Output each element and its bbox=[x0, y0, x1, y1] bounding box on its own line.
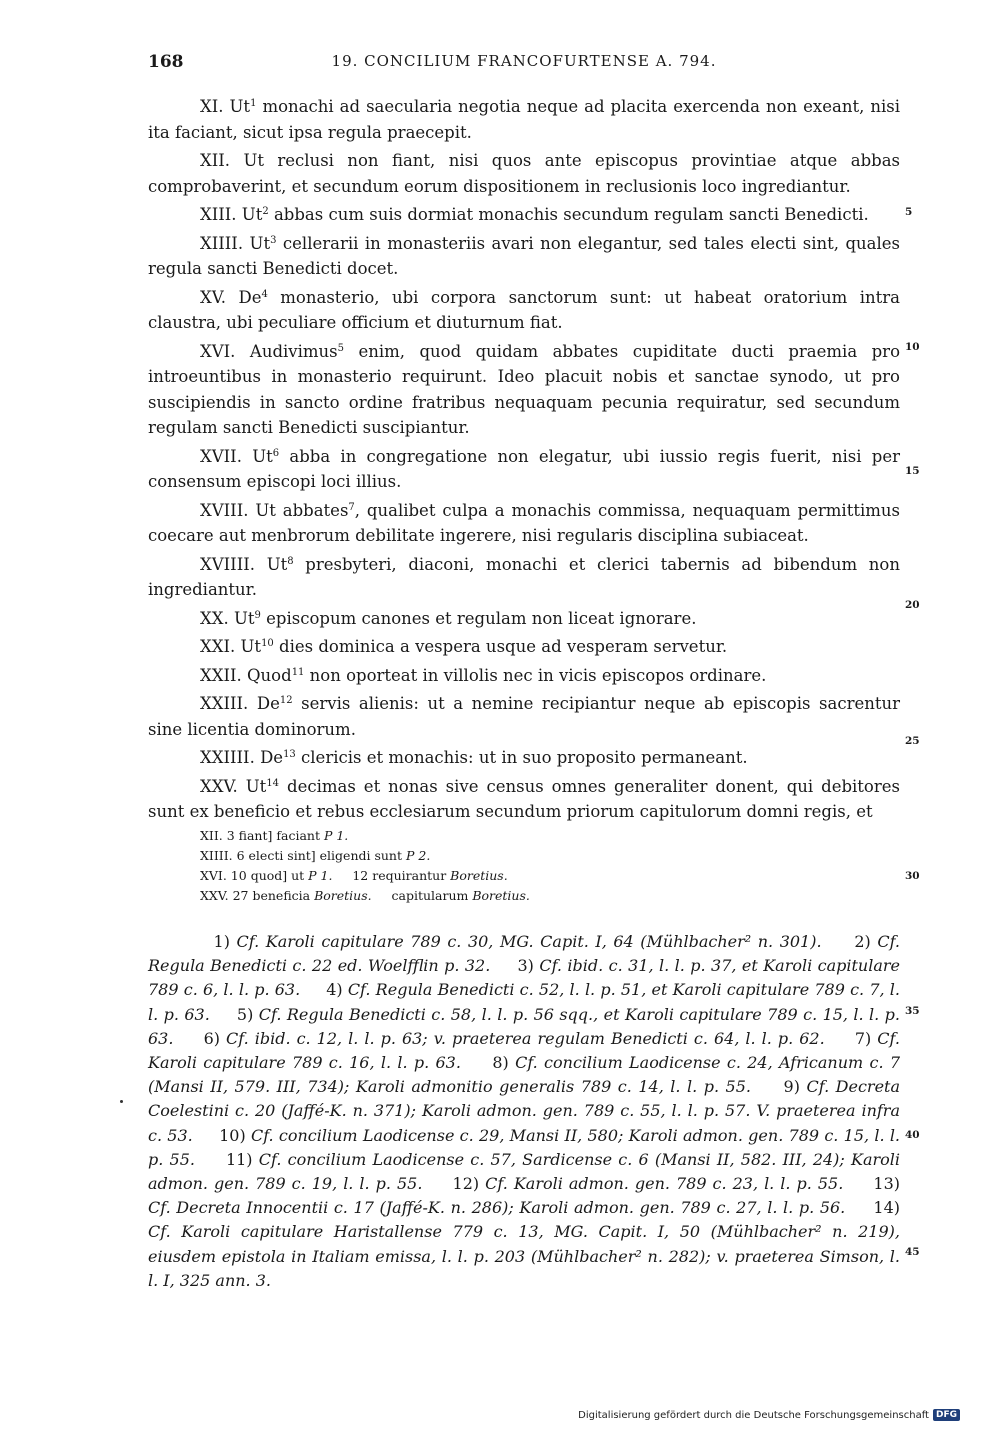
footnote-number: 1) bbox=[213, 932, 230, 951]
paragraph-text: enim, quod quidam abbates cupiditate ducti praemia pro introeuntibus in monasterio requirunt. Ideo placuit nobis et sanctae synodo, ut pro suscipiendis in sancto ordine fratribus nequaquam pecunia requiratur, sed secundum regulam sancti Benedicti suscipiantur. bbox=[148, 341, 901, 437]
footnote-text: Cf. ibid. c. 12, l. l. p. 63; v. praeterea regulam Benedicti c. 64, l. l. p. 62. bbox=[226, 1028, 825, 1048]
footnote-ref: 14 bbox=[266, 777, 280, 789]
page-number: 168 bbox=[148, 52, 184, 72]
paragraph bbox=[148, 606, 900, 632]
line-number: 15 bbox=[905, 465, 920, 477]
paragraph-text: De bbox=[238, 287, 262, 307]
paragraph bbox=[148, 231, 900, 282]
chapter-number: XXII. bbox=[200, 665, 242, 685]
apparatus-entry bbox=[200, 826, 900, 846]
footnote-ref: 4 bbox=[261, 288, 268, 300]
line-number: 45 bbox=[905, 1246, 920, 1258]
footnote-text: Cf. Regula Benedicti c. 58, l. l. p. 56 sqq., et Karoli capitulare 789 c. 15, l. l. p. 63. bbox=[148, 1004, 900, 1048]
chapter-number: XV. bbox=[200, 287, 227, 307]
footnote-text: Cf. concilium Laodicense c. 24, Africanum c. 7 (Mansi II, 579. III, 734); Karoli admonitio generalis 789 c. 14, l. l. p. 55. bbox=[148, 1053, 900, 1097]
footnote-text: Cf. Regula Benedicti c. 22 ed. Woelfflin p. 32. bbox=[148, 932, 901, 976]
chapter-number: XII. bbox=[200, 151, 231, 170]
paragraph bbox=[148, 552, 900, 603]
paragraph-text: De bbox=[256, 694, 280, 713]
footnote-ref: 11 bbox=[291, 666, 305, 678]
paragraph-text: clericis et monachis: ut in suo proposito permaneant. bbox=[295, 748, 748, 767]
line-number: 30 bbox=[905, 870, 920, 882]
paragraph bbox=[148, 745, 900, 771]
apparatus-siglum: Boretius. bbox=[472, 888, 530, 903]
footnote-number: 6) bbox=[203, 1028, 221, 1048]
footnote-text: Cf. Regula Benedicti c. 52, l. l. p. 51, et Karoli capitulare 789 c. 7, l. l. p. 63. bbox=[148, 980, 900, 1024]
footnote bbox=[453, 1174, 844, 1193]
apparatus-text: XVI. 10 quod] ut bbox=[200, 868, 309, 883]
paragraph bbox=[148, 774, 900, 825]
line-number: 40 bbox=[905, 1129, 920, 1141]
apparatus-entry bbox=[200, 866, 900, 886]
footnote-ref: 13 bbox=[283, 749, 296, 760]
footnote-ref: 3 bbox=[270, 234, 277, 246]
paragraph-text: servis alienis: ut a nemine recipiantur neque ab episcopis sacrentur sine licentia dominorum. bbox=[148, 694, 900, 739]
paragraph-text: Ut bbox=[266, 554, 288, 574]
footnote-number: 14) bbox=[873, 1198, 901, 1218]
footnote-ref: 10 bbox=[261, 638, 274, 649]
apparatus-text: XII. 3 fiant] faciant bbox=[200, 828, 324, 843]
running-header bbox=[148, 52, 900, 76]
chapter-number: XXI. bbox=[200, 637, 236, 656]
footnote-number: 12) bbox=[452, 1174, 480, 1194]
dfg-logo: DFG bbox=[933, 1409, 960, 1421]
footnote-text: Cf. Karoli admon. gen. 789 c. 23, l. l. p. 55. bbox=[485, 1174, 844, 1194]
paragraph-text: abba in congregatione non elegatur, ubi iussio regis fuerit, nisi per consensum episcopi loci illius. bbox=[148, 446, 901, 491]
apparatus-text: XIIII. 6 electi sint] eligendi sunt bbox=[200, 848, 406, 863]
paragraph-text: decimas et nonas sive census omnes generaliter donent, qui debitores sunt ex beneficio et rebus ecclesiarum secundum priorum capitulorum domni regis, et bbox=[148, 776, 900, 821]
paragraph bbox=[148, 285, 900, 336]
paragraph-text: Ut abbates bbox=[255, 500, 349, 520]
line-number: 25 bbox=[905, 735, 920, 747]
paragraph-text: Audivimus bbox=[249, 341, 338, 361]
footnote-number: 8) bbox=[492, 1053, 509, 1073]
paragraph-text: Ut bbox=[245, 776, 267, 796]
paragraph-text: Ut reclusi non fiant, nisi quos ante episcopus provintiae atque abbas comprobaverint, et secundum eorum dispositionem in reclusionis loco ingrediantur. bbox=[148, 151, 900, 196]
footnote-ref: 8 bbox=[287, 555, 294, 567]
footnote-number: 3) bbox=[517, 956, 534, 976]
paragraph bbox=[148, 444, 900, 495]
footnote-number: 4) bbox=[326, 980, 343, 1000]
apparatus-siglum: Boretius. bbox=[450, 868, 508, 883]
paragraph bbox=[148, 339, 900, 441]
footnote-text: Cf. Karoli capitulare Haristallense 779 c. 13, MG. Capit. I, 50 (Mühlbacher² n. 219), eiusdem epistola in Italiam emissa, l. l. p. 203 (Mühlbacher² n. 282); v. praeterea Simson, l. l. I, 325 ann. 3. bbox=[148, 1222, 900, 1290]
paragraph-text: cellerarii in monasteriis avari non elegantur, sed tales electi sint, quales regula sancti Benedicti docet. bbox=[148, 233, 901, 278]
line-number: 20 bbox=[905, 599, 920, 611]
chapter-number: XIIII. bbox=[200, 233, 244, 253]
footnote-text: Cf. concilium Laodicense c. 29, Mansi II, 580; Karoli admon. gen. 789 c. 15, l. l. p. 55. bbox=[148, 1125, 901, 1169]
footnote-text: Cf. Decreta Coelestini c. 20 (Jaffé-K. n. 371); Karoli admon. gen. 789 c. 55, l. l. p. 57. V. praeterea infra c. 53. bbox=[148, 1077, 901, 1145]
chapter-number: XXIIII. bbox=[200, 748, 255, 767]
chapter-number: XVI. bbox=[200, 341, 236, 361]
paragraph-text: monachi ad saecularia negotia neque ad placita exercenda non exeant, nisi ita faciant, sicut ipsa regula praecepit. bbox=[148, 97, 900, 142]
footnote-number: 13) bbox=[873, 1174, 901, 1194]
footnote-number: 9) bbox=[783, 1077, 800, 1097]
paragraph-text: Ut bbox=[229, 97, 251, 116]
footnote-ref: 1 bbox=[250, 98, 257, 109]
chapter-number: XX. bbox=[200, 608, 229, 628]
paragraph-text: Ut bbox=[234, 608, 255, 628]
digitization-credit bbox=[578, 1409, 960, 1421]
footnote-ref: 7 bbox=[348, 501, 355, 513]
footnote-text: Cf. Decreta Innocentii c. 17 (Jaffé-K. n. 286); Karoli admon. gen. 789 c. 27, l. l. p. 56. bbox=[148, 1198, 846, 1218]
chapter-number: XVIIII. bbox=[200, 554, 255, 574]
paragraph bbox=[148, 634, 900, 660]
apparatus-siglum: P 1. bbox=[308, 868, 333, 883]
paragraph-text: De bbox=[260, 748, 284, 767]
paragraph-text: abbas cum suis dormiat monachis secundum regulam sancti Benedicti. bbox=[268, 205, 869, 224]
footnote-number: 5) bbox=[236, 1004, 254, 1024]
paragraph-text: Quod bbox=[247, 665, 292, 685]
paragraph-text: Ut bbox=[241, 205, 263, 224]
footnote-text: Cf. concilium Laodicense c. 57, Sardicense c. 6 (Mansi II, 582. III, 24); Karoli admon. gen. 789 c. 19, l. l. p. 55. bbox=[148, 1149, 901, 1194]
apparatus-siglum: P 2. bbox=[405, 848, 431, 863]
paragraph bbox=[148, 202, 900, 228]
paragraph bbox=[148, 691, 900, 742]
paragraph bbox=[148, 94, 900, 145]
apparatus-siglum: P 1. bbox=[323, 828, 349, 843]
stray-mark bbox=[120, 1100, 123, 1103]
paragraph-text: Ut bbox=[240, 637, 262, 656]
paragraph-text: , qualibet culpa a monachis commissa, nequaquam permittimus coecare aut menbrorum debilitate ingerere, nisi regularis disciplina subiaceat. bbox=[148, 500, 900, 545]
chapter-number: XVIII. bbox=[200, 500, 249, 520]
apparatus-text: capitularum bbox=[371, 888, 473, 903]
line-number: 10 bbox=[905, 341, 920, 353]
paragraph-text: Ut bbox=[249, 233, 271, 253]
line-number: 5 bbox=[905, 206, 913, 218]
apparatus-entry bbox=[200, 846, 900, 866]
footnote-ref: 9 bbox=[254, 609, 261, 621]
footnote bbox=[204, 1029, 825, 1048]
apparatus-text: XXV. 27 beneficia bbox=[200, 888, 315, 903]
footnote-number: 7) bbox=[854, 1028, 872, 1048]
footnote bbox=[214, 932, 822, 951]
chapter-number: XXV. bbox=[200, 776, 238, 796]
footnote-number: 11) bbox=[225, 1149, 253, 1169]
chapter-number: XXIII. bbox=[200, 694, 249, 713]
apparatus-entry bbox=[200, 886, 900, 906]
paragraph-text: episcopum canones et regulam non liceat ignorare. bbox=[260, 608, 697, 628]
footnote-text: Cf. Karoli capitulare 789 c. 30, MG. Capit. I, 64 (Mühlbacher² n. 301). bbox=[236, 932, 822, 951]
main-text bbox=[148, 94, 900, 828]
footnote-number: 2) bbox=[854, 932, 871, 951]
paragraph bbox=[148, 663, 900, 689]
paragraph-text: presbyteri, diaconi, monachi et clerici tabernis ad bibendum non ingrediantur. bbox=[148, 554, 900, 599]
line-number: 35 bbox=[905, 1005, 920, 1017]
paragraph-text: non oporteat in villolis nec in vicis episcopos ordinare. bbox=[304, 665, 767, 685]
footnotes bbox=[148, 930, 900, 1293]
chapter-number: XVII. bbox=[200, 446, 242, 466]
footnote-text: Cf. Karoli capitulare 789 c. 16, l. l. p. 63. bbox=[148, 1028, 900, 1073]
apparatus-text: 12 requirantur bbox=[332, 868, 451, 883]
apparatus-siglum: Boretius. bbox=[314, 888, 372, 903]
footnote-ref: 2 bbox=[262, 206, 269, 217]
footnote-text: Cf. ibid. c. 31, l. l. p. 37, et Karoli capitulare 789 c. 6, l. l. p. 63. bbox=[148, 956, 901, 1000]
paragraph-text: dies dominica a vespera usque ad vesperam servetur. bbox=[273, 637, 728, 656]
paragraph bbox=[148, 148, 900, 199]
footnote-ref: 5 bbox=[337, 342, 345, 354]
paragraph-text: monasterio, ubi corpora sanctorum sunt: ut habeat oratorium intra claustra, ubi peculiare officium et diuturnum fiat. bbox=[148, 287, 900, 332]
footnote-ref: 6 bbox=[272, 447, 280, 459]
running-title: 19. CONCILIUM FRANCOFURTENSE A. 794. bbox=[331, 52, 717, 70]
footnote-ref: 12 bbox=[279, 695, 293, 706]
chapter-number: XIII. bbox=[200, 205, 237, 224]
paragraph bbox=[148, 498, 900, 549]
critical-apparatus bbox=[200, 826, 900, 906]
chapter-number: XI. bbox=[200, 97, 224, 116]
paragraph-text: Ut bbox=[252, 446, 273, 466]
credit-text: Digitalisierung gefördert durch die Deutsche Forschungsgemeinschaft bbox=[578, 1409, 929, 1421]
footnote-number: 10) bbox=[219, 1125, 246, 1145]
